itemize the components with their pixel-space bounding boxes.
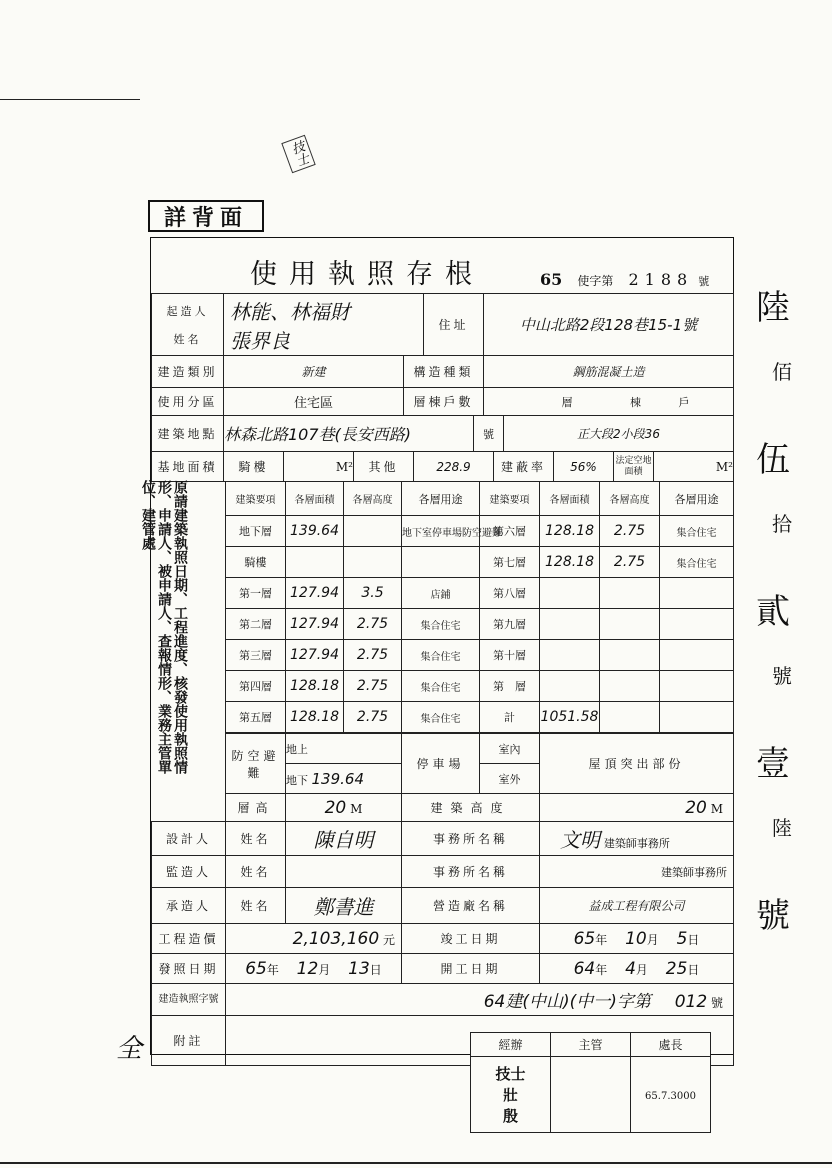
designer-name-label: 姓名 [226, 822, 286, 856]
right-margin-char: 拾 [772, 512, 792, 536]
issue-date [226, 954, 402, 984]
approval-col1: 經辦 [471, 1033, 551, 1057]
supervisor-label: 監造人 [152, 856, 226, 888]
approval-signer-1 [471, 1057, 551, 1133]
floor-name: 第三層 [226, 640, 286, 671]
floor-use: 集合住宅 [660, 516, 734, 547]
permit-ref-suffix: 號 [710, 996, 723, 1010]
right-margin-char: 壹 [756, 744, 790, 784]
floors-counts [484, 388, 734, 416]
approval-date-cell [631, 1057, 711, 1133]
floor-height: 3.5 [344, 578, 402, 609]
start-y: 年 [595, 962, 608, 977]
floor-row [226, 640, 734, 671]
floor-name: 計 [480, 702, 540, 733]
floor-use [402, 547, 480, 578]
floor-use: 店鋪 [402, 578, 480, 609]
cost-label: 工程造價 [152, 924, 226, 954]
floor-row [226, 609, 734, 640]
lot-label: 號 [474, 416, 504, 452]
start-m: 月 [635, 962, 648, 977]
location-label: 建築地點 [152, 416, 224, 452]
floor-row [226, 547, 734, 578]
start-label: 開工日期 [402, 954, 540, 984]
zone-value: 住宅區 [224, 388, 404, 416]
page-title: 使用執照存根 [250, 259, 484, 290]
category-table [151, 355, 734, 416]
right-margin-char: 伍 [756, 440, 790, 480]
legal-open-label: 法定空地面積 [614, 452, 654, 482]
coverage-label: 建蔽率 [494, 452, 554, 482]
issue-day: 13 [348, 958, 370, 979]
issue-m: 月 [318, 962, 331, 977]
right-margin-char: 陸 [756, 288, 790, 328]
floor-height [344, 516, 402, 547]
base-area-label: 基地面積 [152, 452, 224, 482]
floor-height-value: 20 [324, 797, 347, 818]
contractor-name-label: 姓名 [226, 888, 286, 924]
floor-name: 第五層 [226, 702, 286, 733]
floor-name: 第八層 [480, 578, 540, 609]
area-table [151, 451, 734, 482]
floor-height [600, 702, 660, 733]
supervisor-name-label: 姓名 [226, 856, 286, 888]
building-height-value: 20 [685, 797, 707, 818]
floor-name: 第 層 [480, 671, 540, 702]
coverage-value: 56% [554, 452, 614, 482]
floor-name: 地下層 [226, 516, 286, 547]
issue-d: 日 [369, 962, 382, 977]
floors-unit: 層 [561, 395, 573, 409]
right-margin-char: 陸 [772, 816, 792, 840]
floor-use: 地下室停車場防空避難 [402, 516, 480, 547]
floor-use [660, 640, 734, 671]
floor-height [600, 640, 660, 671]
finish-year: 65 [573, 928, 596, 949]
start-d: 日 [687, 962, 700, 977]
arcade-label: 騎樓 [224, 452, 284, 482]
parking-label: 停車場 [402, 734, 480, 794]
finish-date [540, 924, 734, 954]
floor-height: 2.75 [600, 516, 660, 547]
owner-names-line2: 張界良 [230, 328, 290, 353]
start-year: 64 [573, 958, 596, 979]
floor-name: 第六層 [480, 516, 540, 547]
floor-area [286, 547, 344, 578]
issue-month: 12 [296, 958, 319, 979]
approval-col3: 處長 [631, 1033, 711, 1057]
back-side-tag [148, 200, 264, 232]
zone-label: 使用分區 [152, 388, 224, 416]
owner-table [151, 293, 734, 356]
supervisor-name [286, 856, 402, 888]
floor-use [660, 578, 734, 609]
approval-box [470, 1032, 711, 1133]
floor-use: 集合住宅 [402, 609, 480, 640]
issue-y: 年 [266, 962, 279, 977]
cost-unit: 元 [382, 932, 395, 947]
finish-y: 年 [595, 932, 608, 947]
lot-value: 正大段2小段36 [504, 416, 734, 452]
floor-use [660, 609, 734, 640]
designer-firm: 文明 [560, 828, 600, 852]
floor-height-label: 層高 [226, 794, 286, 822]
people-table [151, 821, 734, 1066]
floor-name: 第一層 [226, 578, 286, 609]
designer-name: 陳自明 [286, 822, 402, 856]
floor-area [540, 578, 600, 609]
element-header-right: 建築要項 [480, 482, 540, 516]
floor-name: 第二層 [226, 609, 286, 640]
arcade-unit: M² [284, 452, 354, 482]
floor-use [660, 702, 734, 733]
floor-height [600, 609, 660, 640]
legal-open-unit: M² [654, 452, 734, 482]
approval-col2: 主管 [551, 1033, 631, 1057]
left-margin-char: 全 [116, 1034, 143, 1064]
floor-area [540, 671, 600, 702]
shelter-label: 防空避難 [226, 734, 286, 794]
height-table [225, 793, 734, 822]
floor-row [226, 516, 734, 547]
floor-height: 2.75 [344, 702, 402, 733]
shelter-table [225, 733, 734, 794]
shelter-below-value: 139.64 [311, 769, 364, 788]
supervisor-firm-label: 事務所名稱 [402, 856, 540, 888]
other-value: 228.9 [414, 452, 494, 482]
use-header-right: 各層用途 [660, 482, 734, 516]
designer-label: 設計人 [152, 822, 226, 856]
buildings-unit: 棟 [630, 395, 641, 409]
corner-stamp: 技士 [281, 135, 315, 174]
start-day: 25 [665, 958, 688, 979]
shelter-below [286, 764, 402, 794]
designer-firm-suffix: 建築師事務所 [603, 837, 670, 850]
floor-use [660, 671, 734, 702]
right-margin-char: 貳 [756, 592, 790, 632]
floor-area: 127.94 [286, 609, 344, 640]
finish-m: 月 [646, 932, 659, 947]
structure-label: 構造種類 [404, 356, 484, 388]
floor-height-cell [286, 794, 402, 822]
floor-use: 集合住宅 [402, 671, 480, 702]
floor-height-unit: M [350, 801, 363, 816]
contractor-label: 承造人 [152, 888, 226, 924]
floor-name: 第九層 [480, 609, 540, 640]
right-margin-char: 佰 [772, 360, 792, 384]
element-header-left: 建築要項 [226, 482, 286, 516]
issue-label: 發照日期 [152, 954, 226, 984]
finish-month: 10 [625, 928, 647, 949]
floor-height: 2.75 [344, 671, 402, 702]
floor-use: 集合住宅 [660, 547, 734, 578]
finish-d: 日 [687, 932, 700, 947]
structure-value: 鋼筋混凝土造 [484, 356, 734, 388]
approval-signer-1-b: 壯 [502, 1086, 518, 1104]
floors-label: 層棟戶數 [404, 388, 484, 416]
finish-label: 竣工日期 [402, 924, 540, 954]
building-height-unit: M [710, 801, 723, 816]
approval-signer-1-a: 技士 [495, 1065, 526, 1083]
type-value: 新建 [224, 356, 404, 388]
contractor-company-label: 營造廠名稱 [402, 888, 540, 924]
name-label: 姓名 [173, 332, 202, 346]
shelter-above [286, 734, 402, 764]
parking-indoor: 室內 [480, 734, 540, 764]
height-header-left: 各層高度 [344, 482, 402, 516]
floor-row [226, 702, 734, 733]
area-header-left: 各層面積 [286, 482, 344, 516]
contractor-name: 鄭書進 [286, 888, 402, 924]
scan-line-top [0, 99, 140, 100]
type-label: 建造類別 [152, 356, 224, 388]
permit-number-prefix: 65 [540, 270, 563, 289]
floor-area: 128.18 [286, 702, 344, 733]
permit-number-value: 2188 [628, 270, 694, 289]
owner-label-cell [152, 294, 224, 356]
floor-name: 第四層 [226, 671, 286, 702]
start-date [540, 954, 734, 984]
owner-address: 中山北路2段128巷15-1號 [484, 294, 734, 356]
finish-day: 5 [676, 928, 688, 949]
scan-line-bottom [0, 1162, 832, 1164]
floor-area: 128.18 [540, 547, 600, 578]
supervisor-firm-suffix: 建築師事務所 [540, 856, 734, 888]
floor-name: 騎樓 [226, 547, 286, 578]
floor-height: 2.75 [600, 547, 660, 578]
permit-ref-label: 建造執照字號 [152, 984, 226, 1016]
shelter-above-label: 地上 [286, 742, 308, 756]
building-height-cell [540, 794, 734, 822]
floor-row [226, 671, 734, 702]
location-address: 林森北路107巷(長安西路) [224, 416, 474, 452]
contractor-company: 益成工程有限公司 [540, 888, 734, 924]
floor-height: 2.75 [344, 640, 402, 671]
building-height-label: 建築高度 [402, 794, 540, 822]
floor-use: 集合住宅 [402, 640, 480, 671]
floor-area [540, 609, 600, 640]
area-header-right: 各層面積 [540, 482, 600, 516]
floor-area: 128.18 [540, 516, 600, 547]
right-margin-char: 號 [756, 896, 790, 936]
builder-label: 起造人 [166, 304, 209, 318]
approval-signer-2 [551, 1057, 631, 1133]
right-margin-stamp [752, 280, 824, 980]
floor-area: 127.94 [286, 640, 344, 671]
floor-row [226, 578, 734, 609]
address-label: 住址 [424, 294, 484, 356]
side-note: 原請建築執照日期、工程進度、核發使用執照情形、申請人、被申請人、查報情形、業務主管單位、建管處 [140, 480, 188, 774]
floor-area: 1051.58 [540, 702, 600, 733]
floor-height [600, 671, 660, 702]
floor-area [540, 640, 600, 671]
back-side-tag-text: 詳背面 [163, 204, 248, 231]
floor-area: 128.18 [286, 671, 344, 702]
height-header-right: 各層高度 [600, 482, 660, 516]
cost-value: 2,103,160 [292, 928, 380, 949]
approval-signer-1-c: 殷 [502, 1107, 518, 1125]
permit-ref-cell [226, 984, 734, 1016]
owner-names-line1: 林能、林福財 [230, 299, 350, 324]
cost-cell [226, 924, 402, 954]
right-margin-char: 號 [772, 664, 792, 688]
roof-label: 屋頂突出部份 [540, 734, 734, 794]
designer-firm-cell [540, 822, 734, 856]
issue-year: 65 [245, 958, 267, 979]
start-month: 4 [625, 958, 636, 979]
floor-name: 第七層 [480, 547, 540, 578]
households-unit: 戶 [678, 395, 690, 409]
other-label: 其他 [354, 452, 414, 482]
location-table [151, 415, 734, 452]
floor-area: 139.64 [286, 516, 344, 547]
owner-names-cell [224, 294, 424, 356]
permit-ref-number: 012 [674, 992, 708, 1012]
permit-number-type: 使字第 [577, 274, 614, 288]
floor-area: 127.94 [286, 578, 344, 609]
permit-number-suffix: 號 [698, 275, 710, 288]
floor-height [344, 547, 402, 578]
parking-outdoor: 室外 [480, 764, 540, 794]
approval-date: 65.7.3000 [645, 1090, 696, 1102]
floor-use: 集合住宅 [402, 702, 480, 733]
shelter-below-label: 地下 [286, 773, 308, 787]
floor-height: 2.75 [344, 609, 402, 640]
permit-ref-value: 64建(中山)(中一)字第 [483, 992, 651, 1012]
floors-table [225, 481, 734, 733]
permit-number [540, 270, 709, 289]
designer-firm-label: 事務所名稱 [402, 822, 540, 856]
remarks-label: 附註 [152, 1016, 226, 1066]
floor-height [600, 578, 660, 609]
floor-name: 第十層 [480, 640, 540, 671]
use-header-left: 各層用途 [402, 482, 480, 516]
